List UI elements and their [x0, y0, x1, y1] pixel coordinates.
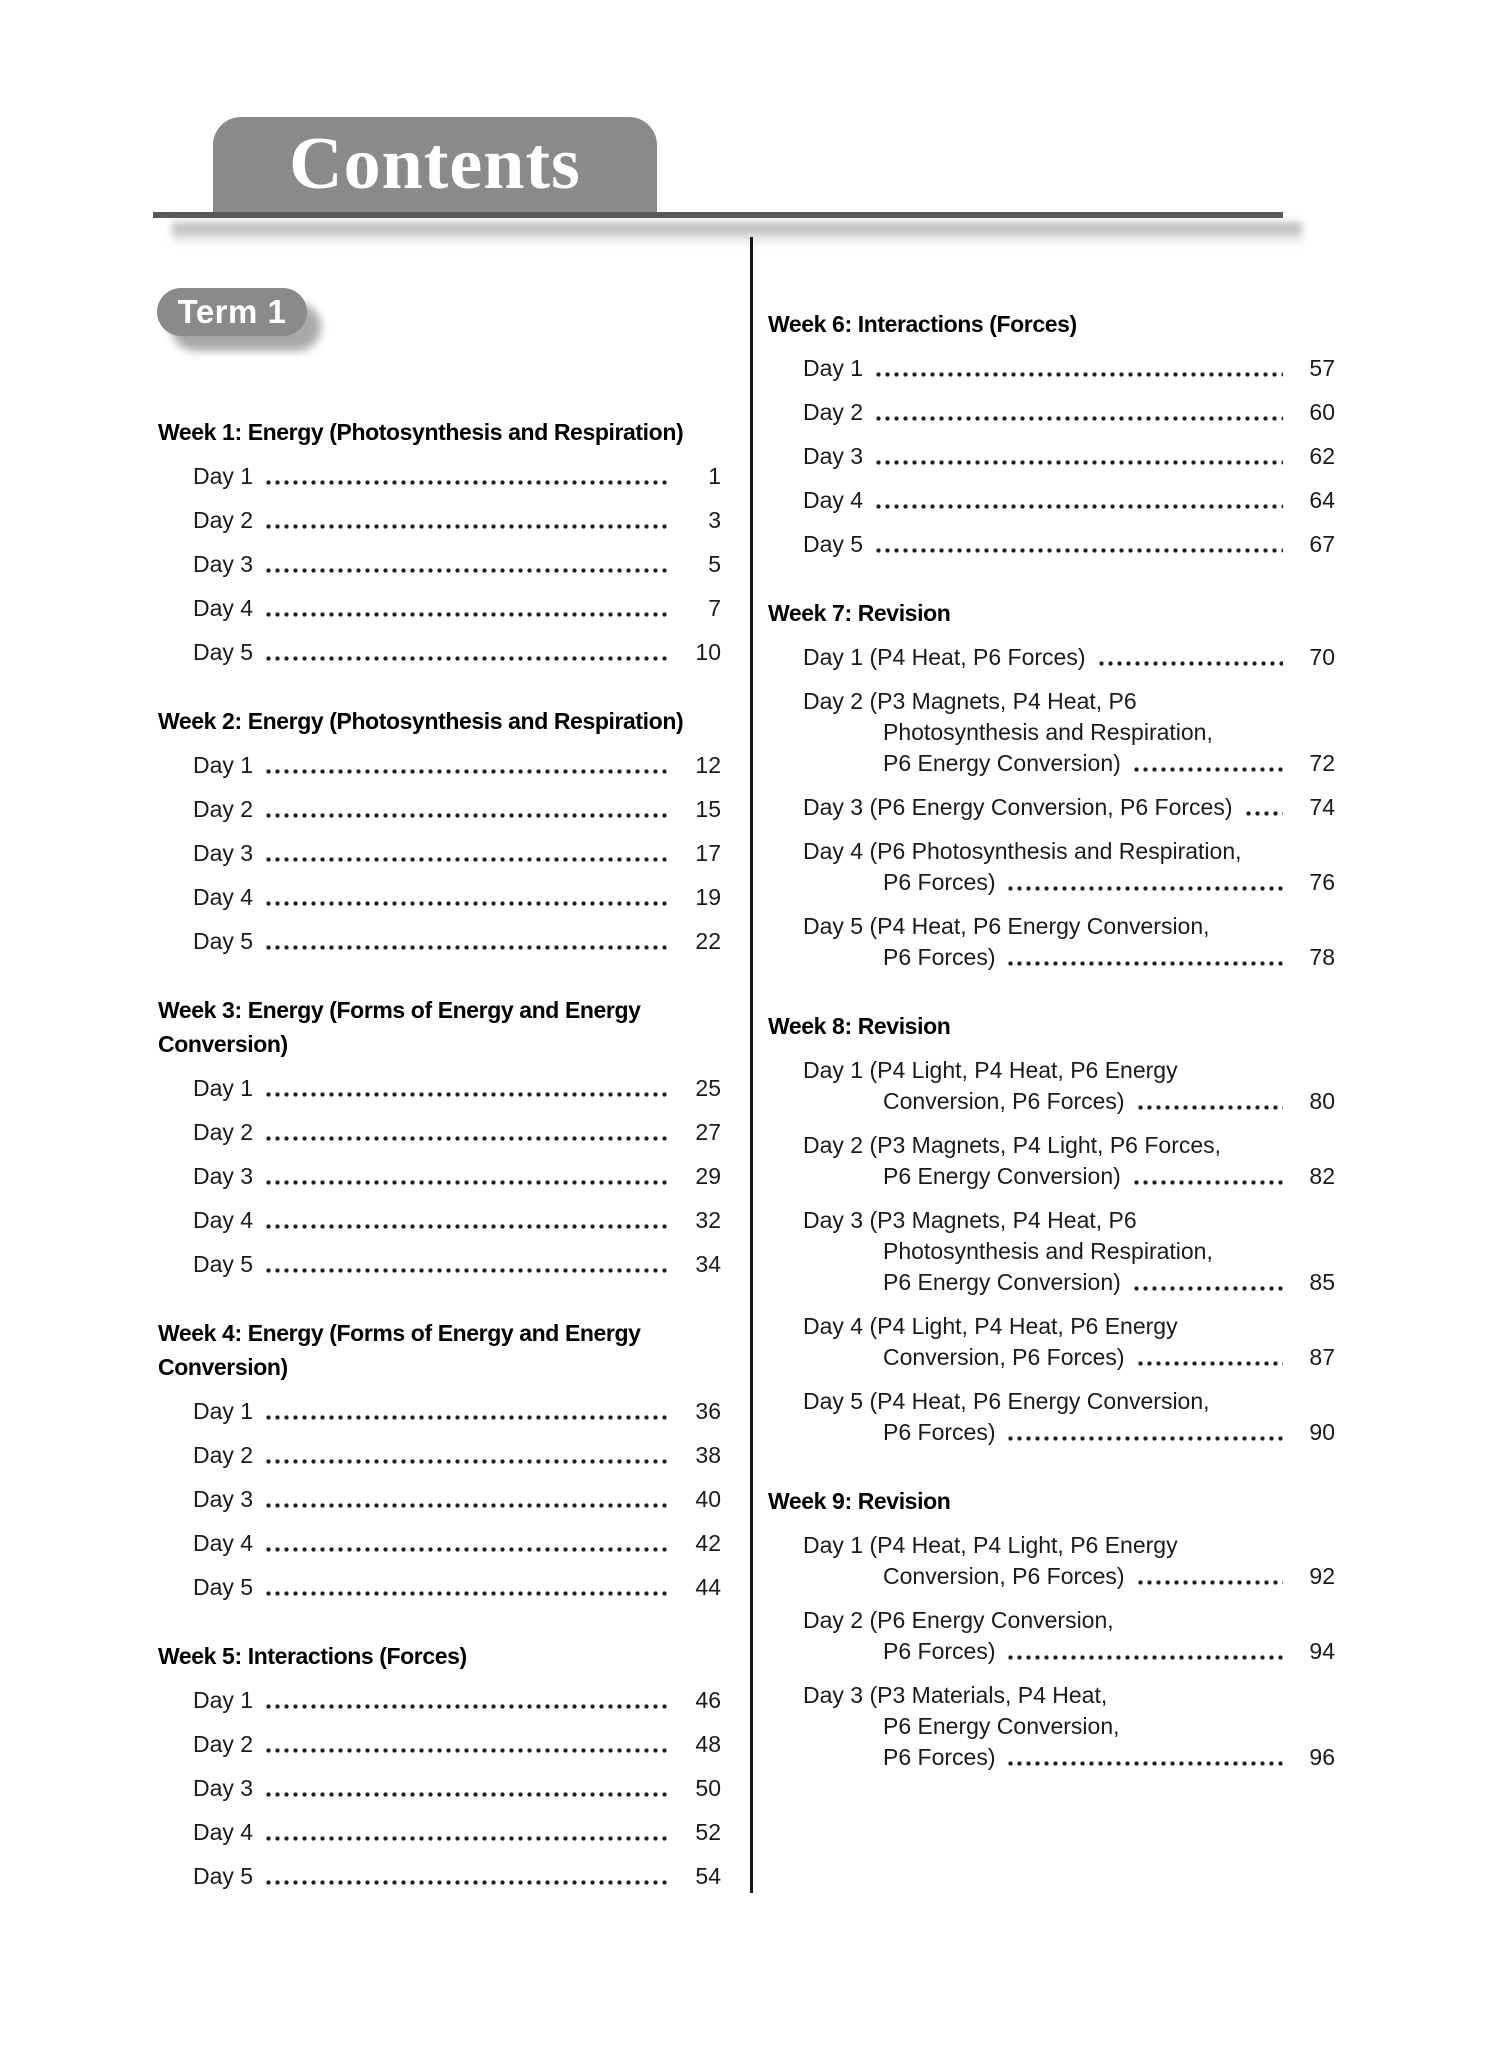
week-heading-line: Week 6: Interactions (Forces) — [768, 311, 1077, 337]
toc-entry — [158, 1484, 721, 1515]
entry-line — [768, 1636, 1335, 1667]
entry-line: Day 5 (P4 Heat, P6 Energy Conversion, — [803, 1388, 1210, 1414]
toc-entry — [158, 794, 721, 825]
entry-line — [768, 792, 1335, 823]
toc-entry — [158, 882, 721, 913]
week-section — [158, 415, 721, 668]
toc-entry — [158, 1440, 721, 1471]
entry-text: Day 1 — [193, 752, 254, 778]
entry-line — [768, 1742, 1335, 1773]
entry-text: Day 1 — [193, 1687, 254, 1713]
dotted-leader — [1008, 1655, 1283, 1660]
toc-entry — [158, 1773, 721, 1804]
dotted-leader — [266, 945, 669, 950]
toc-column-right — [768, 307, 1335, 1773]
entry-line — [158, 1117, 721, 1148]
dotted-leader — [266, 901, 669, 906]
week-heading — [158, 704, 721, 738]
week-section — [158, 1639, 721, 1892]
entry-line — [158, 1073, 721, 1104]
entry-line — [158, 1161, 721, 1192]
entry-text: Day 4 — [193, 1530, 254, 1556]
page-number: 72 — [1309, 750, 1335, 776]
toc-entry — [768, 1055, 1335, 1117]
dotted-leader — [266, 1503, 669, 1508]
page-number: 94 — [1309, 1638, 1335, 1664]
dotted-leader — [876, 460, 1283, 465]
entry-text: Day 2 — [803, 399, 864, 425]
page-title: Contents — [289, 123, 581, 205]
page-number: 38 — [695, 1442, 721, 1468]
entry-line — [158, 1685, 721, 1716]
week-heading-line: Conversion) — [158, 1031, 288, 1057]
entry-text: Day 5 — [193, 928, 254, 954]
dotted-leader — [266, 480, 669, 485]
entry-text: Conversion, P6 Forces) — [883, 1563, 1125, 1589]
toc-entry — [158, 1117, 721, 1148]
page-number: 46 — [695, 1687, 721, 1713]
page-number: 3 — [708, 507, 721, 533]
page-number: 80 — [1309, 1088, 1335, 1114]
entry-text: Day 1 — [193, 463, 254, 489]
page-number: 10 — [695, 639, 721, 665]
page-number: 85 — [1309, 1269, 1335, 1295]
toc-entry — [158, 838, 721, 869]
entry-line — [158, 637, 721, 668]
toc-entry — [768, 1530, 1335, 1592]
dotted-leader — [1138, 1361, 1283, 1366]
entry-text: Day 5 — [193, 1863, 254, 1889]
week-heading — [158, 1639, 721, 1673]
week-section — [158, 1316, 721, 1603]
entry-text: Day 1 (P4 Heat, P6 Forces) — [803, 644, 1086, 670]
page-number: 25 — [695, 1075, 721, 1101]
dotted-leader — [876, 548, 1283, 553]
toc-entry — [768, 397, 1335, 428]
dotted-leader — [266, 612, 669, 617]
dotted-leader — [876, 416, 1283, 421]
entry-text: Day 4 — [193, 884, 254, 910]
entry-line — [768, 353, 1335, 384]
entry-line — [158, 882, 721, 913]
entry-line — [768, 1267, 1335, 1298]
dotted-leader — [266, 1704, 669, 1709]
entry-line: Photosynthesis and Respiration, — [883, 1238, 1213, 1264]
page-number: 92 — [1309, 1563, 1335, 1589]
week-heading — [158, 415, 721, 449]
entry-text: Day 2 — [193, 1119, 254, 1145]
dotted-leader — [1008, 1436, 1283, 1441]
toc-entry — [768, 353, 1335, 384]
dotted-leader — [1134, 1180, 1283, 1185]
week-heading — [768, 307, 1335, 341]
entry-line: Day 1 (P4 Heat, P4 Light, P6 Energy — [803, 1532, 1178, 1558]
entry-line — [768, 529, 1335, 560]
page-number: 42 — [695, 1530, 721, 1556]
dotted-leader — [1138, 1105, 1283, 1110]
dotted-leader — [266, 1136, 669, 1141]
week-heading — [768, 1484, 1335, 1518]
page-number: 15 — [695, 796, 721, 822]
toc-entry — [158, 1073, 721, 1104]
dotted-leader — [1008, 1761, 1283, 1766]
week-section — [158, 993, 721, 1280]
entry-line — [768, 942, 1335, 973]
entry-line — [158, 750, 721, 781]
page-number: 5 — [708, 551, 721, 577]
entry-text: Day 5 — [193, 1574, 254, 1600]
toc-entry — [768, 836, 1335, 898]
toc-entry — [768, 1605, 1335, 1667]
page-number: 74 — [1309, 794, 1335, 820]
week-heading — [768, 596, 1335, 630]
dotted-leader — [1246, 811, 1283, 816]
toc-entry — [158, 1729, 721, 1760]
column-divider — [750, 237, 753, 1893]
toc-entry — [158, 1817, 721, 1848]
dotted-leader — [266, 1459, 669, 1464]
page-number: 50 — [695, 1775, 721, 1801]
toc-entry — [768, 911, 1335, 973]
entry-text: Day 3 — [193, 1775, 254, 1801]
week-heading-line: Week 2: Energy (Photosynthesis and Respiration) — [158, 708, 684, 734]
page-number: 90 — [1309, 1419, 1335, 1445]
dotted-leader — [266, 524, 669, 529]
dotted-leader — [1099, 661, 1284, 666]
toc-entry — [768, 1386, 1335, 1448]
dotted-leader — [266, 813, 669, 818]
toc-entry — [768, 1130, 1335, 1192]
entry-text: Day 4 — [193, 595, 254, 621]
page-number: 19 — [695, 884, 721, 910]
entry-line — [158, 1572, 721, 1603]
entry-text: P6 Energy Conversion) — [883, 750, 1121, 776]
entry-line — [158, 1205, 721, 1236]
page-number: 1 — [708, 463, 721, 489]
week-heading-line: Week 1: Energy (Photosynthesis and Respiration) — [158, 419, 684, 445]
dotted-leader — [1008, 961, 1283, 966]
entry-line — [158, 794, 721, 825]
entry-line — [768, 642, 1335, 673]
entry-text: Day 3 — [193, 1163, 254, 1189]
entry-line — [768, 867, 1335, 898]
entry-line — [158, 1773, 721, 1804]
entry-text: Day 1 — [193, 1398, 254, 1424]
toc-entry — [158, 926, 721, 957]
entry-line — [158, 1861, 721, 1892]
dotted-leader — [266, 857, 669, 862]
contents-header-tab — [213, 117, 657, 212]
week-heading-line: Week 3: Energy (Forms of Energy and Energy — [158, 997, 641, 1023]
page-number: 40 — [695, 1486, 721, 1512]
entry-text: Day 2 — [193, 796, 254, 822]
entry-text: Day 5 — [193, 1251, 254, 1277]
week-section — [768, 596, 1335, 973]
toc-entry — [158, 750, 721, 781]
entry-line — [158, 1249, 721, 1280]
page-number: 32 — [695, 1207, 721, 1233]
dotted-leader — [266, 1748, 669, 1753]
toc-entry — [768, 1205, 1335, 1298]
toc-entry — [158, 1396, 721, 1427]
week-heading-line: Week 4: Energy (Forms of Energy and Energy — [158, 1320, 641, 1346]
entry-text: Day 5 — [193, 639, 254, 665]
page-number: 12 — [695, 752, 721, 778]
entry-line — [158, 1484, 721, 1515]
week-section — [768, 1484, 1335, 1773]
dotted-leader — [266, 1224, 669, 1229]
page-number: 29 — [695, 1163, 721, 1189]
entry-text: Day 3 — [193, 1486, 254, 1512]
page-number: 22 — [695, 928, 721, 954]
page-number: 48 — [695, 1731, 721, 1757]
week-heading-line: Week 9: Revision — [768, 1488, 951, 1514]
entry-text: Day 2 — [193, 1731, 254, 1757]
page-number: 67 — [1309, 531, 1335, 557]
entry-line: Day 2 (P6 Energy Conversion, — [803, 1607, 1114, 1633]
entry-text: P6 Forces) — [883, 1744, 996, 1770]
week-heading-line: Week 7: Revision — [768, 600, 951, 626]
entry-text: P6 Energy Conversion) — [883, 1269, 1121, 1295]
dotted-leader — [266, 1180, 669, 1185]
entry-line: Day 4 (P6 Photosynthesis and Respiration, — [803, 838, 1242, 864]
header-rule-shadow — [172, 223, 1302, 249]
page-number: 44 — [695, 1574, 721, 1600]
page-number: 36 — [695, 1398, 721, 1424]
entry-line: Day 4 (P4 Light, P4 Heat, P6 Energy — [803, 1313, 1178, 1339]
entry-line — [158, 505, 721, 536]
toc-entry — [158, 505, 721, 536]
entry-line: Photosynthesis and Respiration, — [883, 719, 1213, 745]
page-number: 27 — [695, 1119, 721, 1145]
entry-line — [158, 1440, 721, 1471]
week-heading — [768, 1009, 1335, 1043]
term-badge-label: Term 1 — [177, 293, 287, 330]
entry-line — [158, 1817, 721, 1848]
toc-entry — [158, 1249, 721, 1280]
entry-text: Day 1 — [803, 355, 864, 381]
entry-line: Day 2 (P3 Magnets, P4 Light, P6 Forces, — [803, 1132, 1222, 1158]
entry-line — [768, 1342, 1335, 1373]
week-heading — [158, 1316, 721, 1384]
entry-text: P6 Forces) — [883, 944, 996, 970]
toc-entry — [768, 529, 1335, 560]
entry-text: Day 1 — [193, 1075, 254, 1101]
week-section — [158, 704, 721, 957]
entry-text: P6 Forces) — [883, 1419, 996, 1445]
dotted-leader — [876, 504, 1283, 509]
entry-line — [768, 1161, 1335, 1192]
entry-text: P6 Forces) — [883, 1638, 996, 1664]
dotted-leader — [266, 1836, 669, 1841]
entry-line: Day 5 (P4 Heat, P6 Energy Conversion, — [803, 913, 1210, 939]
dotted-leader — [1138, 1580, 1283, 1585]
page-number: 78 — [1309, 944, 1335, 970]
dotted-leader — [266, 1547, 669, 1552]
toc-entry — [768, 686, 1335, 779]
entry-text: Day 2 — [193, 507, 254, 533]
entry-line: Day 3 (P3 Materials, P4 Heat, — [803, 1682, 1108, 1708]
entry-line — [158, 461, 721, 492]
toc-entry — [158, 1861, 721, 1892]
dotted-leader — [266, 1415, 669, 1420]
dotted-leader — [876, 372, 1283, 377]
entry-text: Conversion, P6 Forces) — [883, 1088, 1125, 1114]
dotted-leader — [266, 1092, 669, 1097]
page-number: 57 — [1309, 355, 1335, 381]
entry-text: Day 3 — [193, 551, 254, 577]
entry-line — [158, 549, 721, 580]
entry-line: P6 Energy Conversion, — [883, 1713, 1120, 1739]
entry-line: Day 2 (P3 Magnets, P4 Heat, P6 — [803, 688, 1137, 714]
week-heading — [158, 993, 721, 1061]
entry-line — [768, 485, 1335, 516]
dotted-leader — [1134, 1286, 1283, 1291]
toc-entry — [768, 642, 1335, 673]
toc-entry — [158, 1161, 721, 1192]
toc-entry — [768, 441, 1335, 472]
toc-entry — [158, 637, 721, 668]
toc-entry — [158, 1685, 721, 1716]
entry-line — [158, 926, 721, 957]
toc-entry — [768, 485, 1335, 516]
entry-line — [768, 748, 1335, 779]
dotted-leader — [266, 656, 669, 661]
page-number: 60 — [1309, 399, 1335, 425]
toc-entry — [768, 1311, 1335, 1373]
toc-entry — [158, 1205, 721, 1236]
dotted-leader — [266, 1792, 669, 1797]
entry-line — [158, 593, 721, 624]
entry-text: P6 Energy Conversion) — [883, 1163, 1121, 1189]
entry-text: Day 3 — [193, 840, 254, 866]
toc-entry — [158, 461, 721, 492]
dotted-leader — [266, 1268, 669, 1273]
week-section — [768, 307, 1335, 560]
entry-line — [768, 441, 1335, 472]
week-section — [768, 1009, 1335, 1448]
page-number: 96 — [1309, 1744, 1335, 1770]
entry-text: Day 3 (P6 Energy Conversion, P6 Forces) — [803, 794, 1233, 820]
week-heading-line: Conversion) — [158, 1354, 288, 1380]
dotted-leader — [266, 1880, 669, 1885]
dotted-leader — [1008, 886, 1283, 891]
entry-line: Day 3 (P3 Magnets, P4 Heat, P6 — [803, 1207, 1137, 1233]
entry-text: P6 Forces) — [883, 869, 996, 895]
entry-line — [768, 397, 1335, 428]
page-number: 76 — [1309, 869, 1335, 895]
entry-line — [768, 1417, 1335, 1448]
entry-line — [768, 1086, 1335, 1117]
entry-line — [158, 838, 721, 869]
toc-entry — [768, 1680, 1335, 1773]
entry-line — [158, 1528, 721, 1559]
entry-line — [768, 1561, 1335, 1592]
dotted-leader — [1134, 767, 1283, 772]
entry-text: Day 5 — [803, 531, 864, 557]
dotted-leader — [266, 1591, 669, 1596]
toc-entry — [158, 593, 721, 624]
entry-text: Day 2 — [193, 1442, 254, 1468]
toc-entry — [158, 1572, 721, 1603]
page-number: 70 — [1309, 644, 1335, 670]
entry-text: Day 4 — [193, 1207, 254, 1233]
page-number: 64 — [1309, 487, 1335, 513]
page-number: 17 — [695, 840, 721, 866]
entry-line: Day 1 (P4 Light, P4 Heat, P6 Energy — [803, 1057, 1178, 1083]
entry-text: Day 4 — [193, 1819, 254, 1845]
dotted-leader — [266, 568, 669, 573]
toc-entry — [158, 549, 721, 580]
entry-line — [158, 1729, 721, 1760]
entry-line — [158, 1396, 721, 1427]
entry-text: Day 4 — [803, 487, 864, 513]
toc-entry — [158, 1528, 721, 1559]
week-heading-line: Week 8: Revision — [768, 1013, 951, 1039]
page-number: 82 — [1309, 1163, 1335, 1189]
toc-column-left — [158, 415, 721, 1892]
page-number: 87 — [1309, 1344, 1335, 1370]
term-badge — [157, 288, 307, 336]
entry-text: Day 3 — [803, 443, 864, 469]
entry-text: Conversion, P6 Forces) — [883, 1344, 1125, 1370]
page-number: 34 — [695, 1251, 721, 1277]
page-number: 7 — [708, 595, 721, 621]
week-heading-line: Week 5: Interactions (Forces) — [158, 1643, 467, 1669]
page-number: 54 — [695, 1863, 721, 1889]
header-rule — [153, 212, 1283, 218]
toc-entry — [768, 792, 1335, 823]
page-number: 52 — [695, 1819, 721, 1845]
page-number: 62 — [1309, 443, 1335, 469]
dotted-leader — [266, 769, 669, 774]
